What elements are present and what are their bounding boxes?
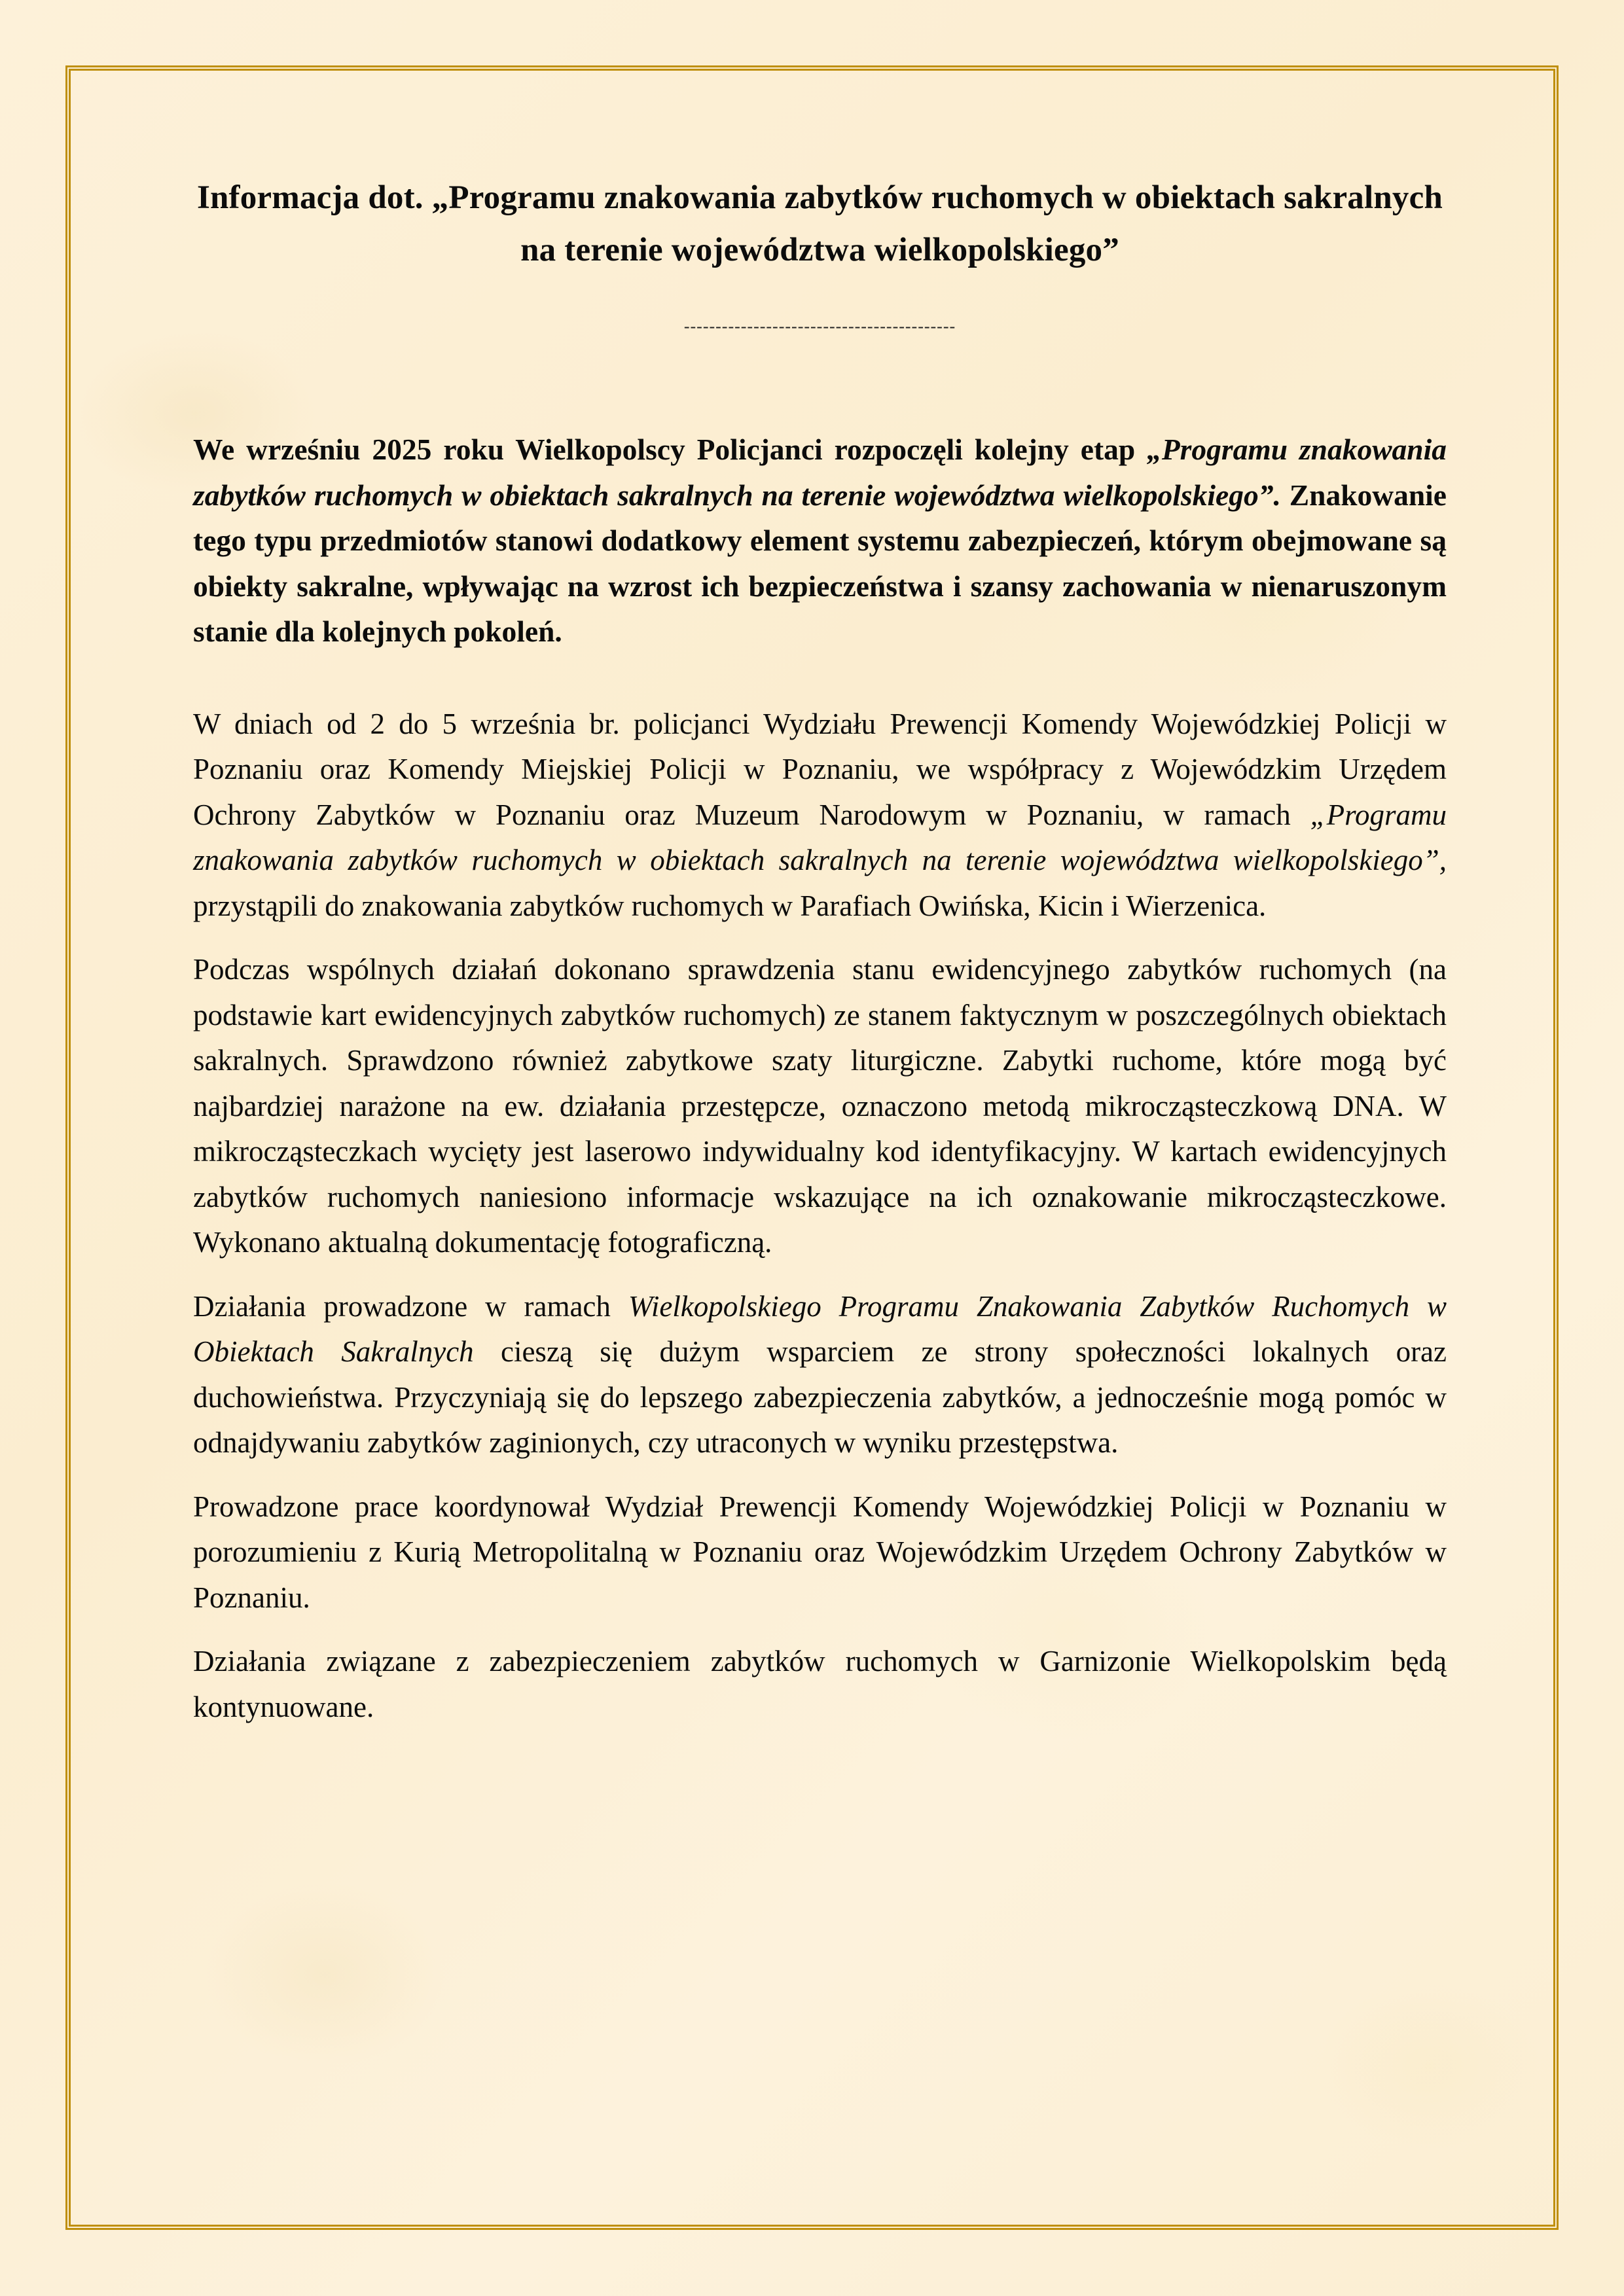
paragraph-3-text-end: cieszą się dużym wsparciem ze strony społeczności lokalnych oraz duchowieństwa. Przyczyniają się do lepszego zabezpieczenia zabytków, a jednocześnie mogą pomóc w odnajdywaniu zabytków zaginionych, czy utraconych w wyniku przestępstwa. — [193, 1335, 1447, 1459]
paragraph-coordination: Prowadzone prace koordynował Wydział Prewencji Komendy Wojewódzkiej Policji w Poznaniu w porozumieniu z Kurią Metropolitalną w Poznaniu oraz Wojewódzkim Urzędem Ochrony Zabytków w Poznaniu. — [193, 1490, 1447, 1614]
paragraph-3-text-start: Działania prowadzone w ramach — [193, 1289, 628, 1323]
paragraph-1-text-start: W dniach od 2 do 5 września br. policjanci Wydziału Prewencji Komendy Wojewódzkiej Policji w Poznaniu oraz Komendy Miejskiej Policji w Poznaniu, we współpracy z Wojewódzkim Urzędem Ochrony Zabytków w Poznaniu oraz Muzeum Narodowym w Poznaniu, w ramach — [193, 707, 1447, 831]
lead-program-name: „Programu znakowania zabytków ruchomych w obiektach sakralnych na terenie województwa wielkopolskiego”. — [193, 433, 1447, 512]
title-separator: ------------------------------------------- — [683, 317, 956, 336]
lead-text-start: We wrześniu 2025 roku Wielkopolscy Policjanci rozpoczęli kolejny etap — [193, 433, 1147, 466]
paragraph-continuation: Działania związane z zabezpieczeniem zabytków ruchomych w Garnizonie Wielkopolskim będą kontynuowane. — [193, 1645, 1447, 1723]
paragraph-3-program-name: Wielkopolskiego Programu Znakowania Zabytków Ruchomych w Obiektach Sakralnych — [193, 1289, 1447, 1368]
paragraph-1-text-end: przystąpili do znakowania zabytków ruchomych w Parafiach Owińska, Kicin i Wierzenica. — [193, 889, 1267, 922]
lead-paragraph — [193, 427, 1447, 655]
lead-text-end: Znakowanie tego typu przedmiotów stanowi dodatkowy element systemu zabezpieczeń, którym obejmowane są obiekty sakralne, wpływając na wzrost ich bezpieczeństwa i szansy zachowania w nienaruszonym stanie dla kolejnych pokoleń. — [193, 478, 1447, 648]
document-body — [193, 171, 1447, 1730]
paragraph-inspection-details: Podczas wspólnych działań dokonano sprawdzenia stanu ewidencyjnego zabytków ruchomych (na podstawie kart ewidencyjnych zabytków ruchomych) ze stanem faktycznym w poszczególnych obiektach sakralnych. Sprawdzono również zabytkowe szaty liturgiczne. Zabytki ruchome, które mogą być najbardziej narażone na ew. działania przestępcze, oznaczono metodą mikrocząsteczkową DNA. W mikrocząsteczkach wycięty jest laserowo indywidualny kod identyfikacyjny. W kartach ewidencyjnych zabytków ruchomych naniesiono informacje wskazujące na ich oznakowanie mikrocząsteczkowe. Wykonano aktualną dokumentację fotograficzną. — [193, 953, 1447, 1259]
paragraph-program-support — [193, 1284, 1447, 1466]
paragraph-operation-dates — [193, 702, 1447, 929]
paragraph-1-program-name: „Programu znakowania zabytków ruchomych w obiektach sakralnych na terenie województwa wielkopolskiego”, — [193, 798, 1447, 876]
document-title: Informacja dot. „Programu znakowania zabytków ruchomych w obiektach sakralnych na terenie województwa wielkopolskiego” — [196, 179, 1443, 268]
